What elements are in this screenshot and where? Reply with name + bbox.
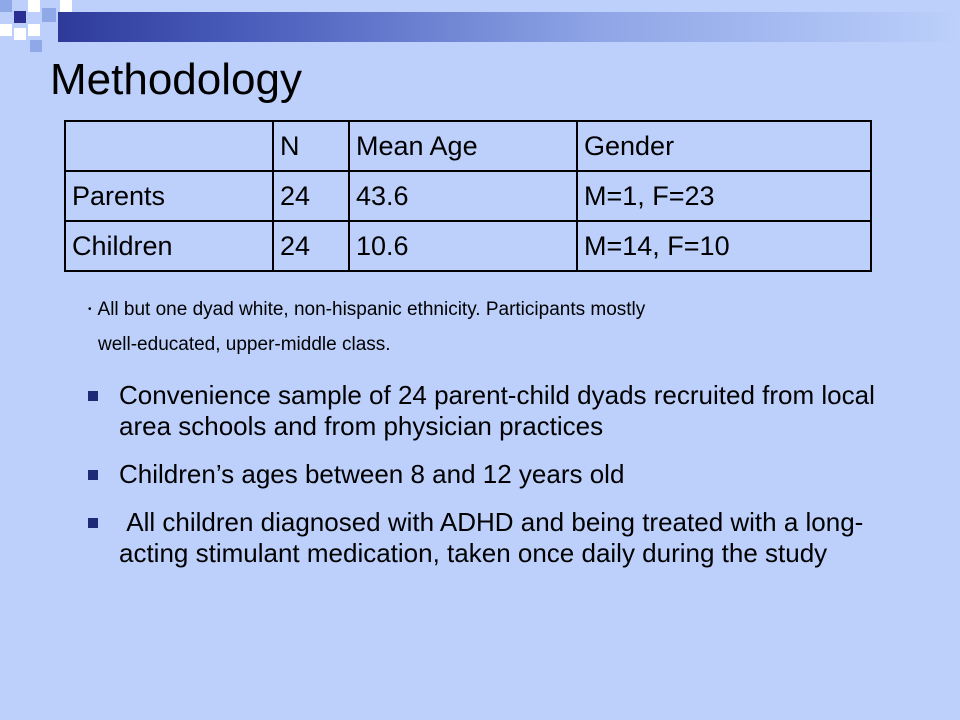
decor-square: [14, 11, 26, 23]
table-cell: Children: [65, 221, 273, 271]
table-header-cell: Mean Age: [349, 121, 577, 171]
list-item: [88, 507, 888, 569]
table-row: [65, 171, 871, 221]
table-header-cell: N: [273, 121, 349, 171]
decor-square: [30, 40, 42, 52]
table-cell: M=1, F=23: [577, 171, 871, 221]
note-line: [88, 292, 908, 327]
decor-square: [28, 24, 40, 36]
note-text: All but one dyad white, non-hispanic ethnicity. Participants mostly: [97, 299, 646, 320]
list-item: [88, 380, 888, 442]
table-cell: 24: [273, 221, 349, 271]
table-header-cell: Gender: [577, 121, 871, 171]
bullet-list: [88, 380, 888, 586]
decor-square: [60, 0, 72, 12]
slide-title: Methodology: [50, 55, 302, 104]
list-item-text: Convenience sample of 24 parent-child dyads recruited from local area schools and from physician practices: [119, 380, 875, 441]
table-header-row: [65, 121, 871, 171]
methodology-table: [64, 120, 872, 272]
table-cell: Parents: [65, 171, 273, 221]
decor-square: [0, 0, 12, 12]
decor-square: [0, 24, 12, 36]
note-text: well-educated, upper-middle class.: [98, 334, 391, 356]
table-row: [65, 221, 871, 271]
title-gradient-bar: [58, 12, 960, 42]
square-bullet-icon: [88, 470, 98, 480]
decor-square: [28, 0, 40, 12]
square-bullet-icon: [88, 391, 98, 401]
note-bullet-glyph: •: [88, 304, 92, 316]
table-cell: M=14, F=10: [577, 221, 871, 271]
list-item-text: All children diagnosed with ADHD and being treated with a long-acting stimulant medication, taken once daily during the study: [119, 507, 864, 568]
table-cell: 43.6: [349, 171, 577, 221]
table-cell: 24: [273, 171, 349, 221]
table-cell: 10.6: [349, 221, 577, 271]
decor-square: [42, 8, 56, 22]
decor-square: [14, 28, 26, 40]
square-bullet-icon: [88, 518, 98, 528]
list-item: [88, 459, 888, 490]
table-header-cell: [65, 121, 273, 171]
list-item-text: Children’s ages between 8 and 12 years old: [119, 459, 625, 489]
table-note: [88, 292, 908, 362]
